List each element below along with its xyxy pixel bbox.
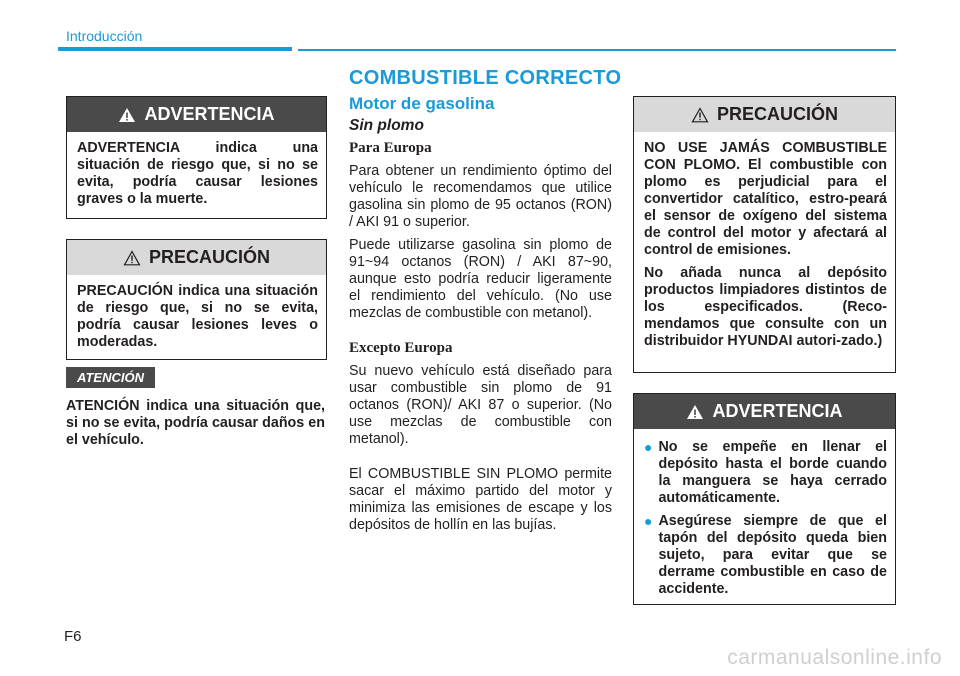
warning-triangle-icon [686,404,704,420]
warning-box-right-header [634,394,895,429]
bullet-item [644,513,887,598]
bullet-text: No se empeñe en llenar el depósito hasta el borde cuando la manguera se haya cerrado automáticamente. [658,439,887,506]
europe-paragraph-2: Puede utilizarse gasolina sin plomo de 91~94 octanos (RON) / AKI 87~90, aunque esto podría reducir ligeramente el rendimiento del vehículo. (No use mezclas de combustible con metanol). [349,237,612,321]
bullet-text: Asegúrese siempre de que el tapón del depósito queda bien sujeto, para evitar que se derrame combustible en caso de accidente. [658,513,887,597]
bullet-dot-icon: ● [644,439,653,455]
caution-paragraph-1: NO USE JAMÁS COMBUSTIBLE CON PLOMO. El combustible con plomo es perjudicial para el convertidor catalítico, estro-peará el sensor de oxígeno del sistema de control del motor y afectará al control de emisiones. [644,140,887,258]
europe-paragraph-1: Para obtener un rendimiento óptimo del vehículo le recomendamos que utilice gasolina sin plomo de 95 octanos (RON) / AKI 91 o superior. [349,163,612,230]
warning-box-title: ADVERTENCIA [144,104,275,124]
section-title: COMBUSTIBLE CORRECTO [349,67,622,89]
caution-box-header [67,240,326,275]
except-europe-paragraph-2: El COMBUSTIBLE SIN PLOMO permite sacar el máximo partido del motor y minimiza las emisiones de escape y los depósitos de hollín en las bujías. [349,466,612,533]
caution-box-body: PRECAUCIÓN indica una situación de riesgo que, si no se evita, podría causar lesiones leves o moderadas. [77,283,318,350]
caution-box-right-header [634,97,895,132]
except-europe-paragraph-1: Su nuevo vehículo está diseñado para usar combustible sin plomo de 91 octanos (RON)/ AKI 87 o superior. (No use mezclas de combustible con metanol). [349,363,612,447]
caution-triangle-icon [123,250,141,266]
warning-box-header [67,97,326,132]
fuel-text-column [349,140,612,540]
caution-box-right-title: PRECAUCIÓN [716,104,838,124]
warning-box-right-body [634,429,895,612]
caution-box-right-body [634,132,895,358]
warning-triangle-icon [118,107,136,123]
header-rule-thick [58,47,292,51]
except-europe-heading: Excepto Europa [349,340,453,356]
subsection-title: Motor de gasolina [349,94,495,113]
warning-box-right [633,393,896,605]
warning-box-left [66,96,327,219]
header-rule-thin [298,49,896,51]
caution-box-left [66,239,327,360]
subsubsection-title: Sin plomo [349,117,424,134]
bullet-dot-icon: ● [644,513,653,529]
attention-text: ATENCIÓN indica una situación que, si no se evita, podría causar daños en el vehículo. [66,398,325,448]
attention-tag: ATENCIÓN [66,367,155,388]
watermark: carmanualsonline.info [727,646,942,669]
caution-paragraph-2: No añada nunca al depósito productos limpiadores distintos de los especificados. (Reco-mendamos que consulte con un distribuidor HYUNDAI autori-zado.) [644,265,887,349]
page-number: F6 [64,628,82,645]
section-header-title: Introducción [66,28,143,44]
caution-box-right [633,96,896,373]
warning-box-right-title: ADVERTENCIA [712,401,843,421]
caution-triangle-icon [691,107,709,123]
warning-box-body: ADVERTENCIA indica una situación de riesgo que, si no se evita, podría causar lesiones graves o la muerte. [77,140,318,207]
caution-box-title: PRECAUCIÓN [148,247,270,267]
bullet-item [644,439,887,507]
europe-heading: Para Europa [349,140,432,156]
